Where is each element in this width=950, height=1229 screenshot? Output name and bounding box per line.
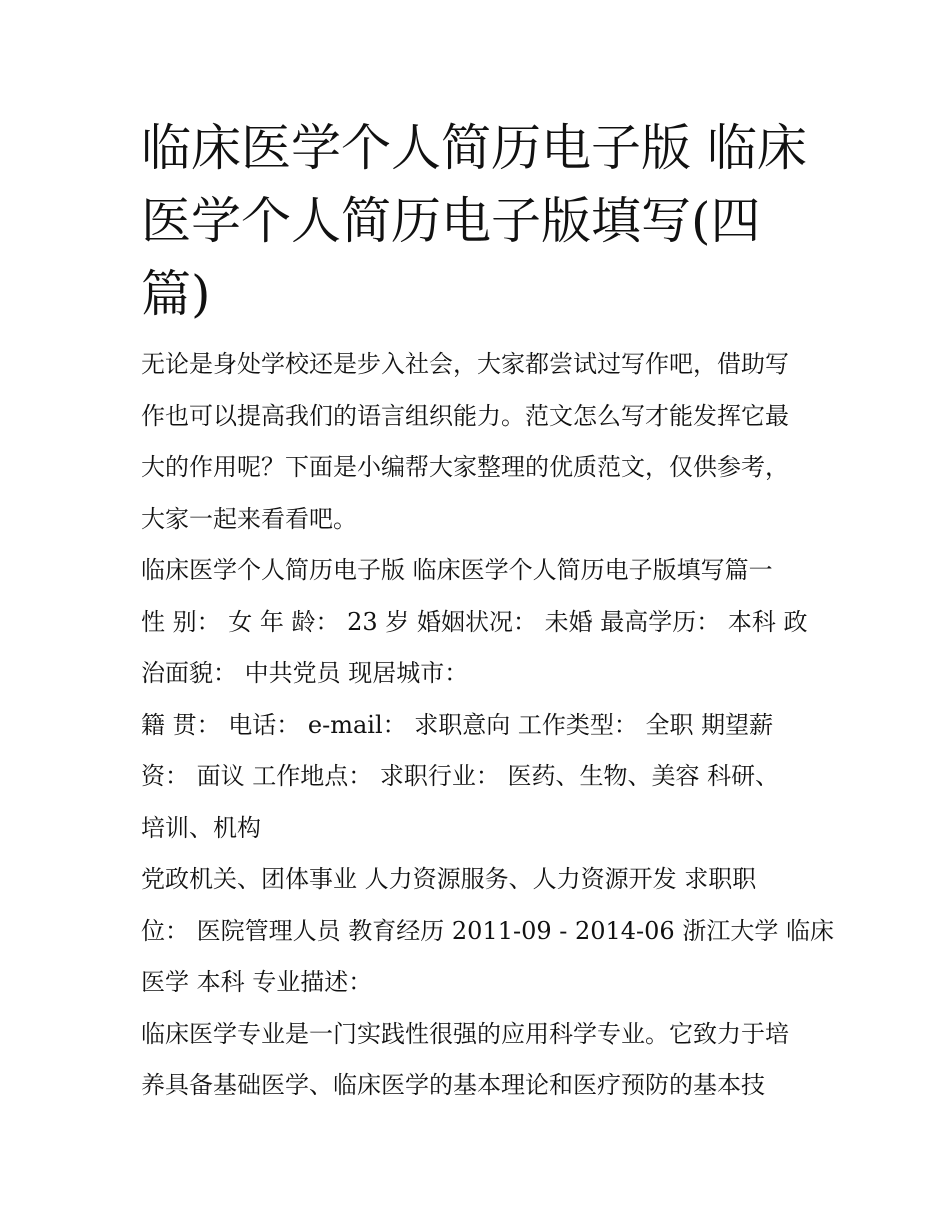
title-line: 临床医学个人简历电子版 临床 <box>141 119 807 177</box>
resume-basic-info-paragraph <box>141 545 821 700</box>
text-line: 大的作用呢？下面是小编帮大家整理的优质范文，仅供参考， <box>141 453 789 481</box>
text-line: 大家一起来看看吧。 <box>141 504 357 533</box>
text-line: 养具备基础医学、临床医学的基本理论和医疗预防的基本技 <box>141 1071 765 1099</box>
document-content <box>141 112 834 1112</box>
major-description-paragraph <box>141 1009 821 1112</box>
title-line: 篇) <box>141 265 211 323</box>
intro-paragraph <box>141 339 821 545</box>
text-line: 党政机关、团体事业 人力资源服务、人力资源开发 求职职 <box>141 865 757 893</box>
education-paragraph <box>141 854 834 1009</box>
text-line: 作也可以提高我们的语言组织能力。范文怎么写才能发挥它最 <box>141 401 789 430</box>
text-line: 医学 本科 专业描述： <box>141 968 373 996</box>
job-intention-paragraph <box>141 700 821 855</box>
text-line: 无论是身处学校还是步入社会，大家都尝试过写作吧，借助写 <box>141 350 789 378</box>
text-line: 资： 面议 工作地点： 求职行业： 医药、生物、美容 科研、 <box>141 762 780 790</box>
document-title <box>141 112 821 331</box>
title-line: 医学个人简历电子版填写(四 <box>141 192 761 250</box>
text-line: 治面貌： 中共党员 现居城市： <box>141 659 469 687</box>
text-line: 籍 贯： 电话： e-mail： 求职意向 工作类型： 全职 期望薪 <box>141 710 774 739</box>
text-line: 位： 医院管理人员 教育经历 2011-09 - 2014-06 浙江大学 临床 <box>141 916 834 945</box>
text-line: 临床医学专业是一门实践性很强的应用科学专业。它致力于培 <box>141 1019 789 1048</box>
text-line: 性 别： 女 年 龄： 23 岁 婚姻状况： 未婚 最高学历： 本科 政 <box>141 607 808 636</box>
text-line: 培训、机构 <box>141 813 261 842</box>
text-line: 临床医学个人简历电子版 临床医学个人简历电子版填写篇一 <box>141 556 773 584</box>
